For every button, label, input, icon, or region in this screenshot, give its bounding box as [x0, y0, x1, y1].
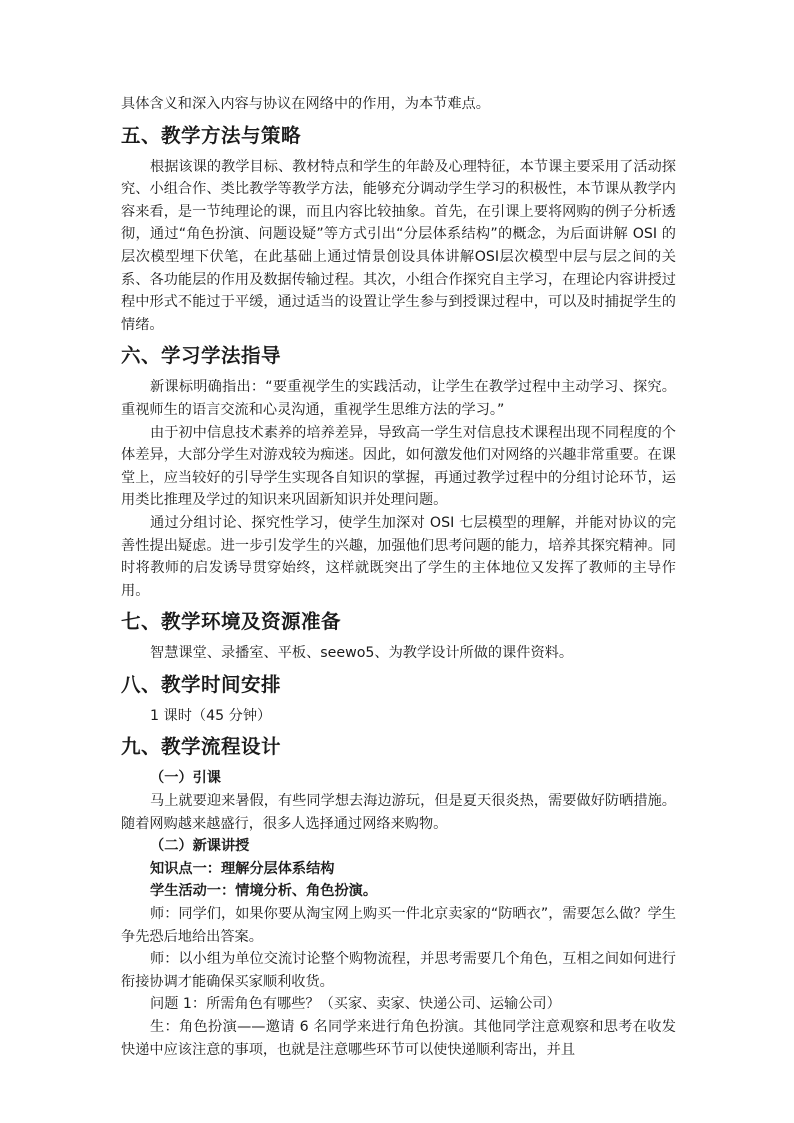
paragraph: 马上就要迎来暑假，有些同学想去海边游玩，但是夏天很炎热，需要做好防晒措施。随着网购越来越盛行，很多人选择通过网络来购物。: [121, 793, 676, 832]
paragraph: 师：以小组为单位交流讨论整个购物流程，并思考需要几个角色，互相之间如何进行衔接协调才能确保买家顺利收货。: [121, 951, 676, 990]
activity-heading: 学生活动一：情境分析、角色扮演。: [150, 883, 378, 900]
paragraph: 由于初中信息技术素养的培养差异，导致高一学生对信息技术课程出现不同程度的个体差异，大部分学生对游戏较为痴迷。因此，如何激发他们对网络的兴趣非常重要。在课堂上，应当较好的引导学生实现各自知识的掌握，再通过教学过程中的分组讨论环节，运用类比推理及学过的知识来巩固新知识并处理问题。: [121, 424, 676, 509]
subsection-heading: （二）新课讲授: [150, 838, 250, 855]
paragraph: 生：角色扮演——邀请 6 名同学来进行角色扮演。其他同学注意观察和思考在收发快递中应该注意的事项，也就是注意哪些环节可以使快递顺利寄出，并且: [121, 1019, 676, 1058]
paragraph: 问题 1：所需角色有哪些？（买家、卖家、快递公司、运输公司）: [150, 996, 561, 1013]
knowledge-point-heading: 知识点一：理解分层体系结构: [150, 860, 335, 877]
subsection-heading: （一）引课: [150, 770, 221, 787]
paragraph: 具体含义和深入内容与协议在网络中的作用，为本节难点。: [121, 96, 490, 112]
paragraph: 新课标明确指出：“要重视学生的实践活动，让学生在教学过程中主动学习、探究。重视师生的语言交流和心灵沟通，重视学生思维方法的学习。”: [121, 379, 676, 418]
paragraph: 智慧课堂、录播室、平板、seewo5、为教学设计所做的课件资料。: [150, 645, 574, 662]
paragraph: 师：同学们，如果你要从淘宝网上购买一件北京卖家的“防晒衣”，需要怎么做？学生争先恐后地给出答案。: [121, 906, 676, 945]
document-body: [121, 93, 676, 1061]
paragraph: 1 课时（45 分钟）: [150, 707, 272, 724]
paragraph: 根据该课的教学目标、教材特点和学生的年龄及心理特征，本节课主要采用了活动探究、小组合作、类比教学等教学方法，能够充分调动学生学习的积极性，本节课从教学内容来看，是一节纯理论的课，而且内容比较抽象。首先，在引课上要将网购的例子分析透彻，通过“角色扮演、问题设疑”等方式引出“分层体系结构”的概念，为后面讲解 OSI 的层次模型埋下伏笔，在此基础上通过情景创设具体讲解OSI层次模型中层与层之间的关系、各功能层的作用及数据传输过程。其次，小组合作探究自主学习，在理论内容讲授过程中形式不能过于平缓，通过适当的设置让学生参与到授课过程中，可以及时捕捉学生的情绪。: [121, 158, 676, 333]
section-heading: 六、学习学法指导: [121, 344, 282, 368]
section-heading: 八、教学时间安排: [121, 672, 282, 696]
section-heading: 七、教学环境及资源准备: [121, 610, 342, 634]
paragraph: 通过分组讨论、探究性学习，使学生加深对 OSI 七层模型的理解，并能对协议的完善性提出疑虑。进一步引发学生的兴趣，加强他们思考问题的能力，培养其探究精神。同时将教师的启发诱导贯穿始终，这样就既突出了学生的主体地位又发挥了教师的主导作用。: [121, 514, 676, 599]
section-heading: 九、教学流程设计: [121, 735, 282, 759]
section-heading: 五、教学方法与策略: [121, 123, 302, 147]
